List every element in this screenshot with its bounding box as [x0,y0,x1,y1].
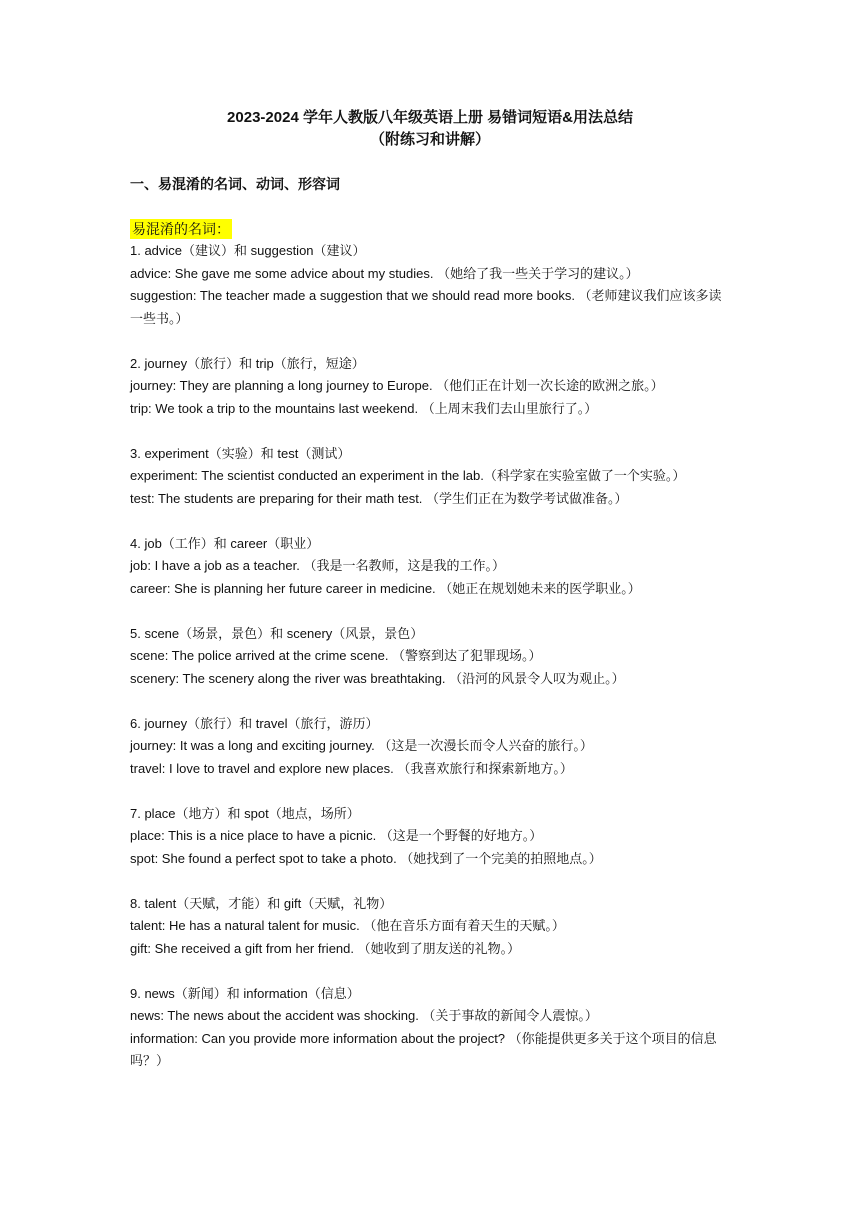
example-sentence: journey: They are planning a long journey to Europe. （他们正在计划一次长途的欧洲之旅。） [130,378,664,393]
document-subtitle: （附练习和讲解） [369,131,490,148]
word-pair-heading: 3. experiment（实验）和 test（测试） [130,445,351,461]
word-pair-heading: 9. news（新闻）和 information（信息） [130,985,360,1001]
word-pair-group [130,533,734,601]
word-pair-heading: 2. journey（旅行）和 trip（旅行，短途） [130,355,365,371]
example-sentence: information: Can you provide more information about the project? （你能提供更多关于这个项目的信息吗？） [130,1030,717,1068]
word-pair-group [130,353,734,421]
example-sentence: career: She is planning her future career in medicine. （她正在规划她未来的医学职业。） [130,580,641,596]
highlighted-label: 易混淆的名词： [132,221,230,237]
word-pair-group [130,983,734,1073]
example-sentence: journey: It was a long and exciting journey. （这是一次漫长而令人兴奋的旅行。） [130,738,593,753]
example-sentence: trip: We took a trip to the mountains last weekend. （上周末我们去山里旅行了。） [130,400,598,416]
document-title: 2023-2024 学年人教版八年级英语上册 易错词短语&用法总结 [227,109,633,126]
example-sentence: gift: She received a gift from her friend. （她收到了朋友送的礼物。） [130,940,521,956]
word-pair-heading: 5. scene（场景，景色）和 scenery（风景，景色） [130,625,424,641]
word-pair-heading: 8. talent（天赋，才能）和 gift（天赋，礼物） [130,895,393,911]
word-pair-heading: 7. place（地方）和 spot（地点，场所） [130,805,360,821]
word-pair-group [130,623,734,691]
word-pair-group [130,803,734,871]
word-pair-group [130,240,734,330]
word-pair-heading: 6. journey（旅行）和 travel（旅行，游历） [130,715,379,731]
example-sentence: spot: She found a perfect spot to take a photo. （她找到了一个完美的拍照地点。） [130,850,602,866]
word-pair-heading: 4. job（工作）和 career（职业） [130,535,320,551]
example-sentence: travel: I love to travel and explore new places. （我喜欢旅行和探索新地方。） [130,760,573,776]
word-pair-heading: 1. advice（建议）和 suggestion（建议） [130,243,366,258]
word-pair-group [130,443,734,511]
example-sentence: news: The news about the accident was shocking. （关于事故的新闻令人震惊。） [130,1008,598,1023]
example-sentence: advice: She gave me some advice about my studies. （她给了我一些关于学习的建议。） [130,265,639,281]
section-heading: 一、易混淆的名词、动词、形容词 [130,176,340,192]
example-sentence: place: This is a nice place to have a picnic. （这是一个野餐的好地方。） [130,828,543,843]
example-sentence: scenery: The scenery along the river was breathtaking. （沿河的风景令人叹为观止。） [130,670,625,686]
word-pair-group [130,713,734,781]
word-pair-list [130,240,734,1095]
example-sentence: test: The students are preparing for their math test. （学生们正在为数学考试做准备。） [130,490,628,506]
word-pair-group [130,893,734,961]
example-sentence: scene: The police arrived at the crime scene. （警察到达了犯罪现场。） [130,648,542,663]
example-sentence: talent: He has a natural talent for music. （他在音乐方面有着天生的天赋。） [130,918,565,933]
example-sentence: job: I have a job as a teacher. （我是一名教师，这是我的工作。） [130,558,505,573]
example-sentence: experiment: The scientist conducted an experiment in the lab.（科学家在实验室做了一个实验。） [130,468,686,483]
example-sentence: suggestion: The teacher made a suggestion that we should read more books. （老师建议我们应该多读一些书。） [130,288,722,326]
